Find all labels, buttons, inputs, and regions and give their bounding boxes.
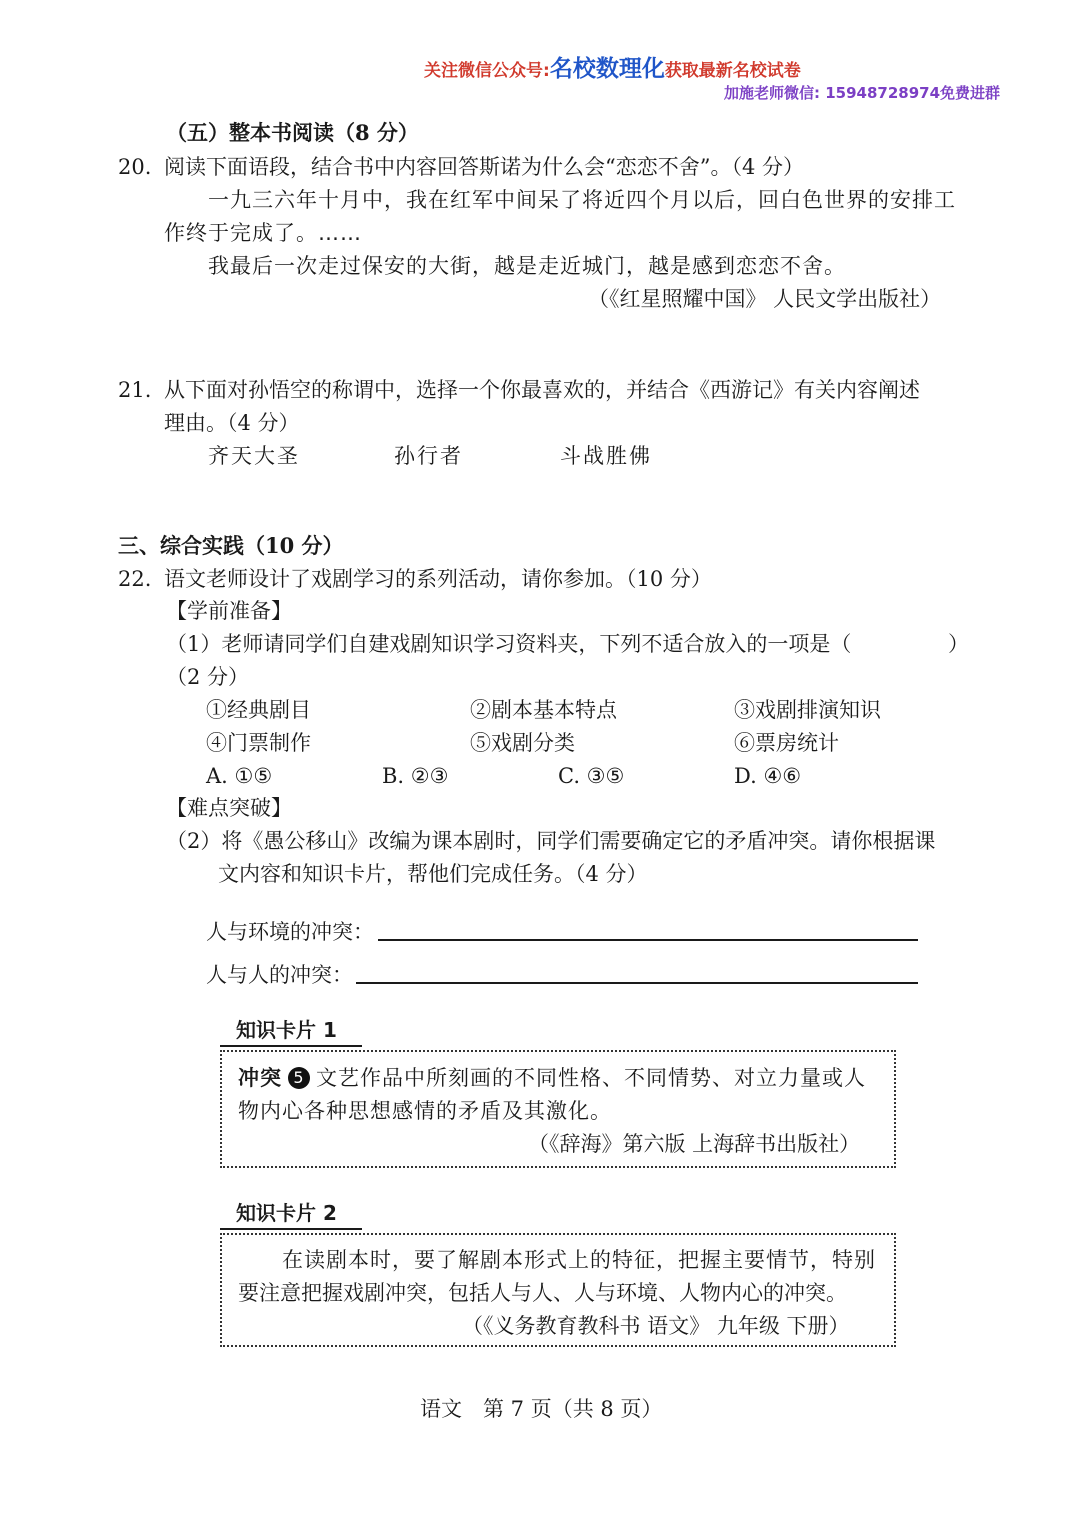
q21-prompt-line1: 从下面对孙悟空的称谓中，选择一个你最喜欢的，并结合《西游记》有关内容阐述 — [164, 378, 920, 402]
section3-heading: 三、综合实践（10 分） — [118, 533, 344, 558]
q21-option-2: 孙行者 — [394, 444, 463, 468]
card2-source: （《义务教育教科书 语文》 九年级 下册） — [462, 1314, 850, 1338]
blank1-answer-line[interactable] — [378, 939, 918, 941]
watermark-line1 — [424, 50, 801, 83]
q22-choice-c[interactable]: C. ③⑤ — [558, 764, 625, 788]
q22-part2-question-line2: 文内容和知识卡片，帮他们完成任务。（4 分） — [218, 862, 648, 886]
q22-item-6: ⑥票房统计 — [734, 731, 839, 755]
q20-prompt: 阅读下面语段，结合书中内容回答斯诺为什么会“恋恋不舍”。（4 分） — [164, 155, 805, 179]
q22-prompt: 语文老师设计了戏剧学习的系列活动，请你参加。（10 分） — [164, 567, 712, 591]
card1-line2: 物内心各种思想感情的矛盾及其激化。 — [238, 1099, 612, 1123]
blank1-label: 人与环境的冲突： — [206, 920, 374, 944]
card1-line1 — [238, 1064, 866, 1092]
q20-passage-line3: 我最后一次走过保安的大街，越是走近城门，越是感到恋恋不舍。 — [208, 254, 846, 278]
q22-part1-question: （1）老师请同学们自建戏剧知识学习资料夹，下列不适合放入的一项是（ — [166, 632, 852, 656]
watermark-prefix: 关注微信公众号: — [424, 61, 550, 81]
q22-item-5: ⑤戏剧分类 — [470, 731, 575, 755]
q20-source: （《红星照耀中国》 人民文学出版社） — [588, 287, 942, 311]
watermark-line2: 加施老师微信: 15948728974免费进群 — [724, 84, 1001, 102]
q22-item-1: ①经典剧目 — [206, 698, 311, 722]
q21-prompt-line2: 理由。（4 分） — [164, 411, 300, 435]
page-footer: 语文 第 7 页（共 8 页） — [420, 1397, 663, 1421]
q22-choice-b[interactable]: B. ②③ — [382, 764, 449, 788]
q22-part1-label: 【学前准备】 — [166, 599, 292, 623]
card1-sense-number: 5 — [288, 1067, 310, 1089]
q22-part2-label: 【难点突破】 — [166, 796, 292, 820]
card1-term: 冲突 — [238, 1066, 282, 1090]
blank2-label: 人与人的冲突： — [206, 963, 353, 987]
card1-source: （《辞海》第六版 上海辞书出版社） — [528, 1132, 861, 1156]
q21-option-1: 齐天大圣 — [208, 444, 300, 468]
card1-title: 知识卡片 1 — [236, 1018, 337, 1042]
q22-item-3: ③戏剧排演知识 — [734, 698, 881, 722]
q22-item-4: ④门票制作 — [206, 731, 311, 755]
card1-definition-line1: 文艺作品中所刻画的不同性格、不同情势、对立力量或人 — [316, 1066, 866, 1090]
q21-option-3: 斗战胜佛 — [560, 444, 652, 468]
q20-passage-line1: 一九三六年十月中，我在红军中间呆了将近四个月以后，回白色世界的安排工 — [208, 188, 956, 212]
card2-title-underline — [220, 1228, 362, 1230]
q22-choice-a[interactable]: A. ①⑤ — [206, 764, 273, 788]
q20-number: 20. — [118, 155, 152, 179]
q22-part1-paren-close: ） — [948, 632, 969, 656]
q21-number: 21. — [118, 378, 152, 402]
card1-title-underline — [220, 1045, 362, 1047]
q22-part2-question-line1: （2）将《愚公移山》改编为课本剧时，同学们需要确定它的矛盾冲突。请你根据课 — [166, 829, 936, 853]
card2-line1: 在读剧本时，要了解剧本形式上的特征，把握主要情节，特别 — [282, 1248, 876, 1272]
watermark-suffix: 获取最新名校试卷 — [664, 61, 801, 81]
q22-item-2: ②剧本基本特点 — [470, 698, 617, 722]
q22-number: 22. — [118, 567, 152, 591]
q22-part1-score: （2 分） — [166, 665, 250, 689]
blank2-answer-line[interactable] — [356, 982, 918, 984]
card2-title: 知识卡片 2 — [236, 1201, 337, 1225]
watermark-brand: 名校数理化 — [549, 56, 665, 82]
q20-passage-line2: 作终于完成了。…… — [164, 221, 362, 245]
q22-choice-d[interactable]: D. ④⑥ — [734, 764, 802, 788]
section5-heading: （五）整本书阅读（8 分） — [166, 120, 419, 145]
card2-line2: 要注意把握戏剧冲突，包括人与人、人与环境、人物内心的冲突。 — [238, 1281, 847, 1305]
